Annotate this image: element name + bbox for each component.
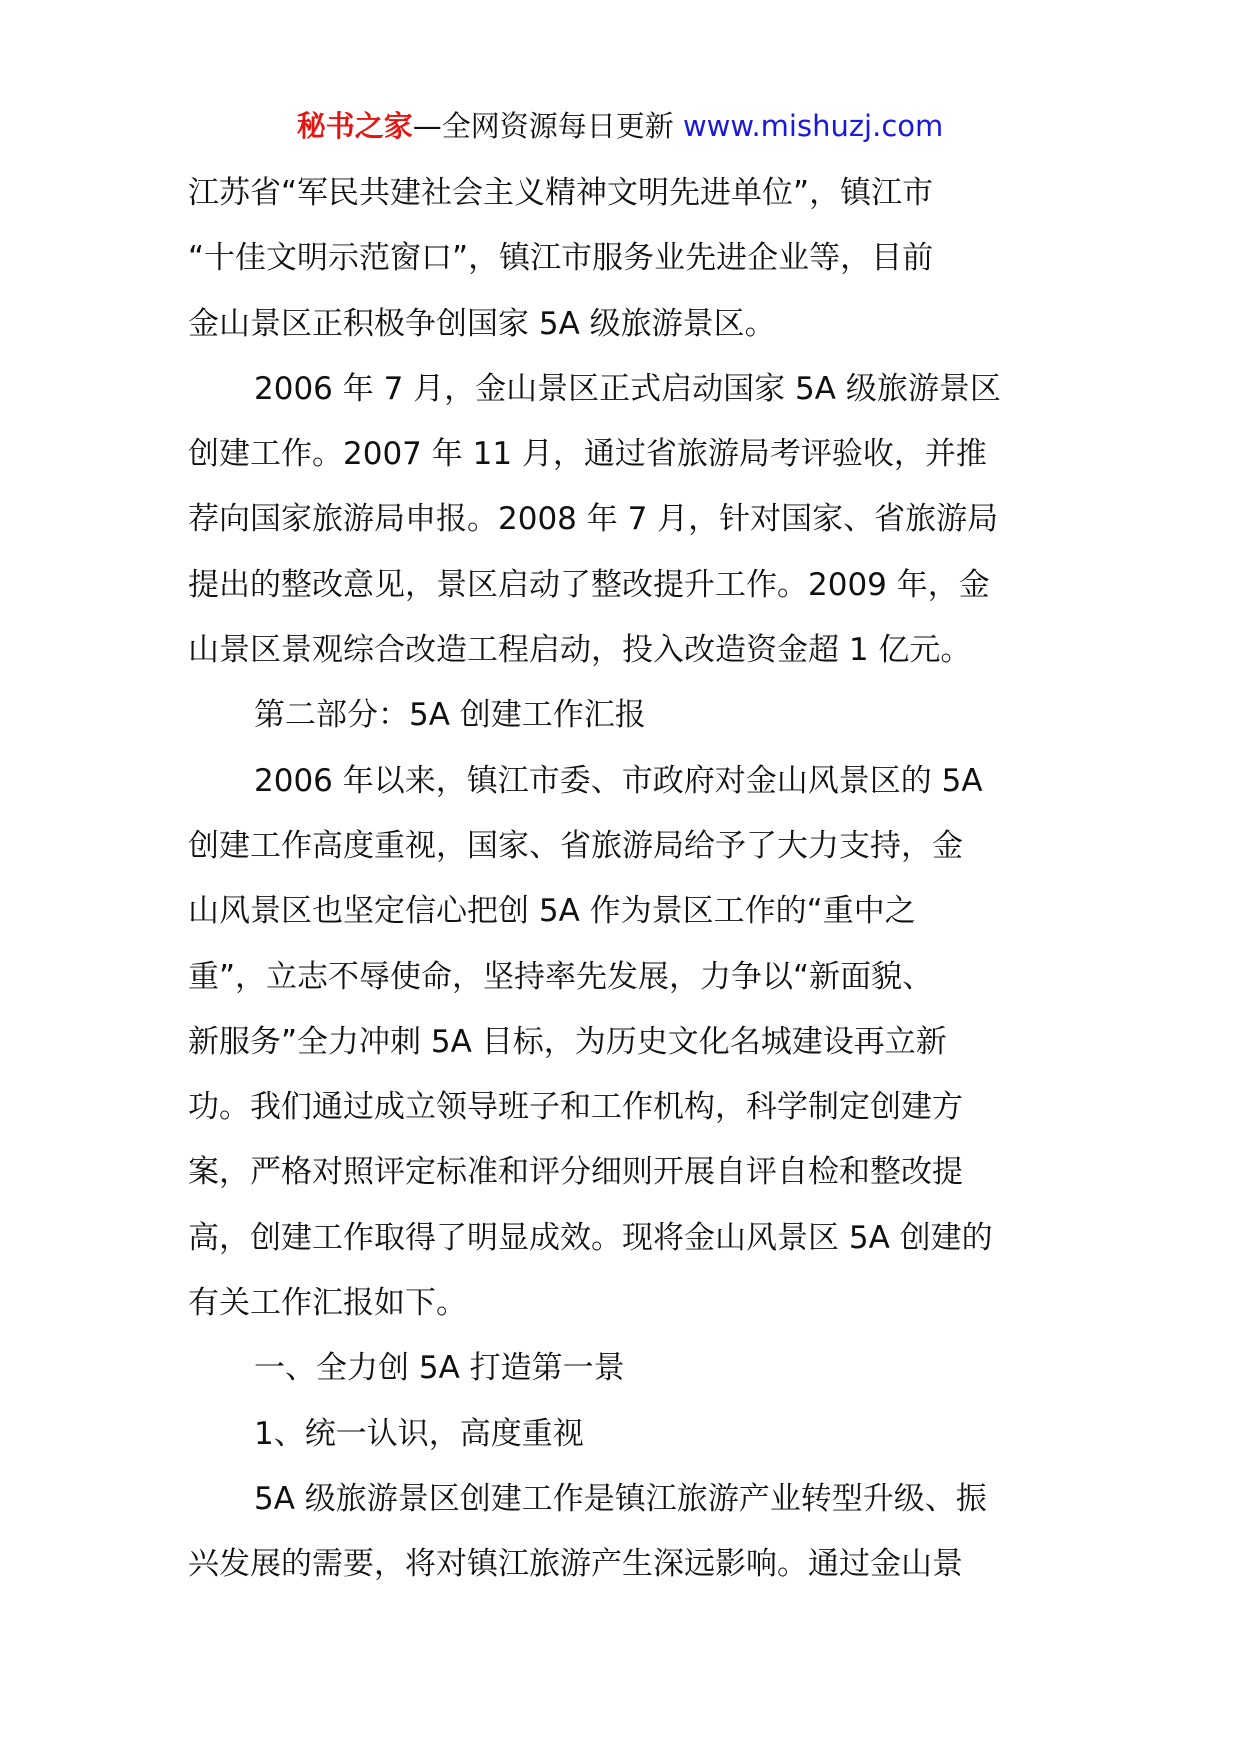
text-line: 功。我们通过成立领导班子和工作机构，科学制定创建方: [188, 1089, 963, 1126]
page-header: [0, 106, 1240, 146]
site-tagline: —全网资源每日更新: [412, 109, 674, 143]
text-line: 山风景区也坚定信心把创 5A 作为景区工作的“重中之: [188, 893, 916, 930]
text-line: 重”，立志不辱使命，坚持率先发展，力争以“新面貌、: [188, 958, 934, 995]
text-line: 金山景区正积极争创国家 5A 级旅游景区。: [188, 305, 776, 342]
text-line: 创建工作。2007 年 11 月，通过省旅游局考评验收，并推: [188, 436, 987, 473]
text-line: 案，严格对照评定标准和评分细则开展自评自检和整改提: [188, 1154, 963, 1191]
text-line: 有关工作汇报如下。: [188, 1285, 467, 1322]
site-brand: 秘书之家: [296, 109, 413, 143]
site-url-link[interactable]: www.mishuzj.com: [682, 109, 944, 143]
section-heading: 一、全力创 5A 打造第一景: [254, 1350, 625, 1387]
text-line: 山景区景观综合改造工程启动，投入改造资金超 1 亿元。: [188, 632, 972, 669]
section-heading: 第二部分：5A 创建工作汇报: [254, 697, 646, 734]
document-body: [188, 161, 1058, 1598]
text-line: 荐向国家旅游局申报。2008 年 7 月，针对国家、省旅游局: [188, 501, 999, 538]
text-line: 新服务”全力冲刺 5A 目标，为历史文化名城建设再立新: [188, 1023, 947, 1060]
text-line: “十佳文明示范窗口”，镇江市服务业先进企业等，目前: [188, 240, 934, 277]
subsection-heading: 1、统一认识，高度重视: [254, 1415, 584, 1452]
text-line: 江苏省“军民共建社会主义精神文明先进单位”，镇江市: [188, 175, 934, 211]
text-line: 高，创建工作取得了明显成效。现将金山风景区 5A 创建的: [188, 1219, 993, 1256]
text-line: 创建工作高度重视，国家、省旅游局给予了大力支持，金: [188, 827, 963, 864]
text-line: 提出的整改意见，景区启动了整改提升工作。2009 年，金: [188, 566, 990, 603]
paragraph-start: 2006 年以来，镇江市委、市政府对金山风景区的 5A: [254, 762, 983, 799]
paragraph-start: 5A 级旅游景区创建工作是镇江旅游产业转型升级、振: [254, 1480, 987, 1517]
paragraph-start: 2006 年 7 月，金山景区正式启动国家 5A 级旅游景区: [254, 370, 1001, 407]
text-line: 兴发展的需要，将对镇江旅游产生深远影响。通过金山景: [188, 1546, 963, 1583]
